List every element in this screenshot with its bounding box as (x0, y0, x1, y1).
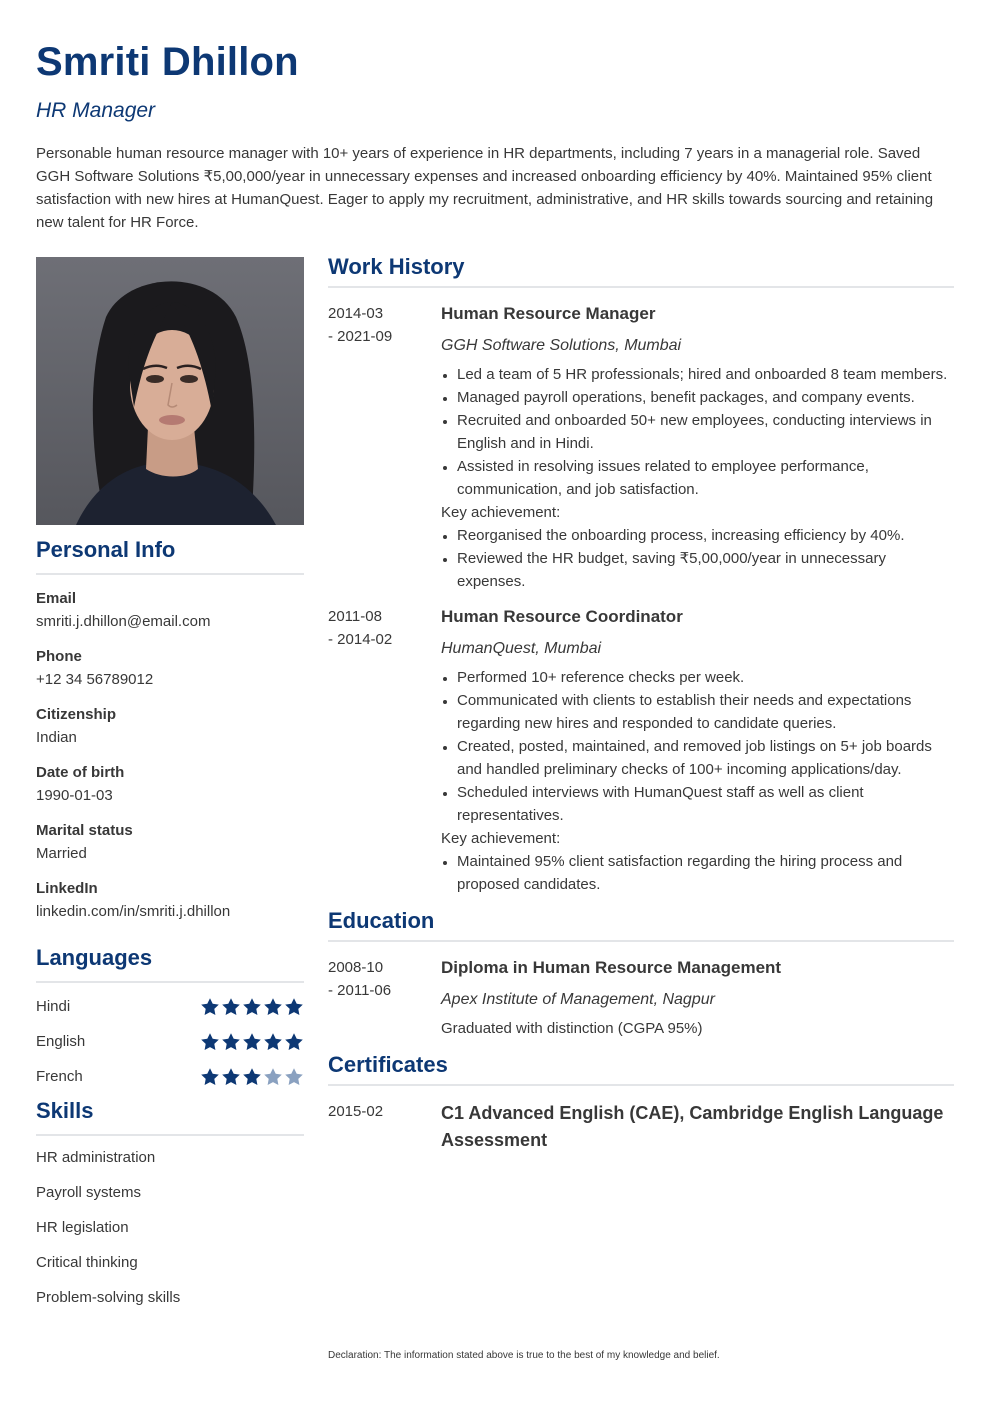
achievement-item: • Reorganised the onboarding process, increasing efficiency by 40%. (457, 524, 954, 547)
email-value: smriti.j.dhillon@email.com (36, 613, 211, 630)
achievement-item: • Reviewed the HR budget, saving ₹5,00,000/year in unnecessary expenses. (457, 547, 954, 593)
position-title: Human Resource Manager (441, 304, 656, 323)
date-end: - 2021-09 (328, 328, 393, 345)
job-title: HR Manager (36, 99, 156, 122)
achievements-list (441, 524, 954, 593)
certificate-date: 2015-02 (328, 1103, 384, 1120)
info-email (36, 587, 304, 633)
personal-info-heading: Personal Info (36, 537, 304, 575)
skills-list (36, 1140, 304, 1315)
certificates-heading: Certificates (328, 1052, 954, 1086)
info-date-of-birth (36, 761, 304, 807)
language-rating (200, 1067, 304, 1087)
linkedin-value: linkedin.com/in/smriti.j.dhillon (36, 903, 231, 920)
star-filled-icon (263, 1032, 283, 1052)
responsibilities-list (441, 363, 954, 501)
skill-item: HR administration (36, 1149, 156, 1166)
responsibility-item: • Recruited and onboarded 50+ new employees, conducting interviews in English and in Hindi. (457, 409, 954, 455)
work-entry (328, 605, 954, 896)
certificate-entry (328, 1100, 954, 1154)
star-filled-icon (242, 1067, 262, 1087)
entry-date (328, 605, 441, 896)
skills-section (36, 1098, 304, 1315)
declaration-text: Declaration: The information stated above is true to the best of my knowledge and belief. (328, 1350, 720, 1361)
entry-date (328, 302, 441, 593)
date-start: 2011-08 (328, 608, 382, 625)
school-name: Apex Institute of Management, Nagpur (441, 991, 715, 1008)
info-label: Date of birth (36, 764, 125, 781)
key-achievement-label: Key achievement: (441, 504, 561, 521)
achievements-list (441, 850, 954, 896)
language-rating (200, 997, 304, 1017)
skill-item: Critical thinking (36, 1254, 138, 1271)
phone-value: +12 34 56789012 (36, 671, 154, 688)
info-marital-status (36, 819, 304, 865)
responsibility-item: • Assisted in resolving issues related to employee performance, communication, and job satisfaction. (457, 455, 954, 501)
language-row (36, 1024, 304, 1059)
language-rating (200, 1032, 304, 1052)
language-name: English (36, 1033, 86, 1050)
star-filled-icon (221, 1032, 241, 1052)
date-end: - 2011-06 (328, 982, 392, 999)
work-entry (328, 302, 954, 593)
profile-photo (36, 257, 304, 525)
star-filled-icon (263, 997, 283, 1017)
certificate-name: C1 Advanced English (CAE), Cambridge English Language Assessment (441, 1103, 944, 1150)
skill-item: HR legislation (36, 1219, 129, 1236)
info-label: Email (36, 590, 77, 607)
responsibility-item: • Managed payroll operations, benefit packages, and company events. (457, 386, 954, 409)
skill-item: Payroll systems (36, 1184, 142, 1201)
star-filled-icon (242, 997, 262, 1017)
date-end: - 2014-02 (328, 631, 393, 648)
portrait-illustration (36, 257, 304, 525)
info-label: LinkedIn (36, 880, 98, 897)
date-start: 2008-10 (328, 959, 384, 976)
company-name: HumanQuest, Mumbai (441, 640, 602, 657)
work-history-heading: Work History (328, 254, 954, 288)
responsibility-item: • Scheduled interviews with HumanQuest staff as well as client representatives. (457, 781, 954, 827)
info-label: Marital status (36, 822, 133, 839)
position-title: Human Resource Coordinator (441, 607, 683, 626)
responsibility-item: • Led a team of 5 HR professionals; hired and onboarded 8 team members. (457, 363, 954, 386)
star-filled-icon (200, 1067, 220, 1087)
education-entry (328, 956, 954, 1040)
entry-content (441, 1100, 954, 1154)
language-row (36, 1059, 304, 1094)
education-heading: Education (328, 908, 954, 942)
date-start: 2014-03 (328, 305, 384, 322)
star-filled-icon (284, 997, 304, 1017)
star-empty-icon (284, 1067, 304, 1087)
candidate-name: Smriti Dhillon (36, 40, 299, 84)
work-history-section (328, 254, 954, 896)
professional-summary: Personable human resource manager with 10+ years of experience in HR departments, including 7 years in a managerial role. Saved GGH Software Solutions ₹5,00,000/year in unnecessary expenses and increased onboarding efficiency by 40%. Maintained 95% client satisfaction with new hires at HumanQuest. Eager to apply my recruitment, administrative, and HR skills towards sourcing and retaining new talent for HR Force. (36, 145, 934, 231)
marital-status-value: Married (36, 845, 87, 862)
citizenship-value: Indian (36, 729, 77, 746)
left-column (36, 257, 304, 1315)
star-filled-icon (242, 1032, 262, 1052)
info-citizenship (36, 703, 304, 749)
star-filled-icon (200, 1032, 220, 1052)
info-linkedin (36, 877, 304, 923)
company-name: GGH Software Solutions, Mumbai (441, 337, 682, 354)
info-phone (36, 645, 304, 691)
star-empty-icon (263, 1067, 283, 1087)
personal-info-section (36, 537, 304, 923)
achievement-item: • Maintained 95% client satisfaction regarding the hiring process and proposed candidates. (457, 850, 954, 896)
date-of-birth-value: 1990-01-03 (36, 787, 113, 804)
entry-content (441, 956, 954, 1040)
responsibilities-list (441, 666, 954, 827)
key-achievement-label: Key achievement: (441, 830, 561, 847)
star-filled-icon (221, 997, 241, 1017)
right-column (328, 254, 954, 1154)
certificates-section (328, 1052, 954, 1154)
personal-info-list (36, 587, 304, 923)
language-row (36, 989, 304, 1024)
skill-item: Problem-solving skills (36, 1289, 181, 1306)
language-name: French (36, 1068, 83, 1085)
responsibility-item: • Communicated with clients to establish their needs and expectations regarding new hires and responded to candidate queries. (457, 689, 954, 735)
languages-list (36, 989, 304, 1094)
languages-section (36, 945, 304, 1094)
star-filled-icon (200, 997, 220, 1017)
entry-content (441, 302, 954, 593)
skills-heading: Skills (36, 1098, 304, 1136)
education-note: Graduated with distinction (CGPA 95%) (441, 1020, 703, 1037)
languages-heading: Languages (36, 945, 304, 983)
responsibility-item: • Created, posted, maintained, and removed job listings on 5+ job boards and handled preliminary checks of 100+ incoming applications/day. (457, 735, 954, 781)
responsibility-item: • Performed 10+ reference checks per week. (457, 666, 954, 689)
info-label: Phone (36, 648, 82, 665)
star-filled-icon (284, 1032, 304, 1052)
entry-date (328, 956, 441, 1040)
info-label: Citizenship (36, 706, 117, 723)
degree-title: Diploma in Human Resource Management (441, 958, 782, 977)
entry-content (441, 605, 954, 896)
language-name: Hindi (36, 998, 71, 1015)
education-section (328, 908, 954, 1040)
star-filled-icon (221, 1067, 241, 1087)
